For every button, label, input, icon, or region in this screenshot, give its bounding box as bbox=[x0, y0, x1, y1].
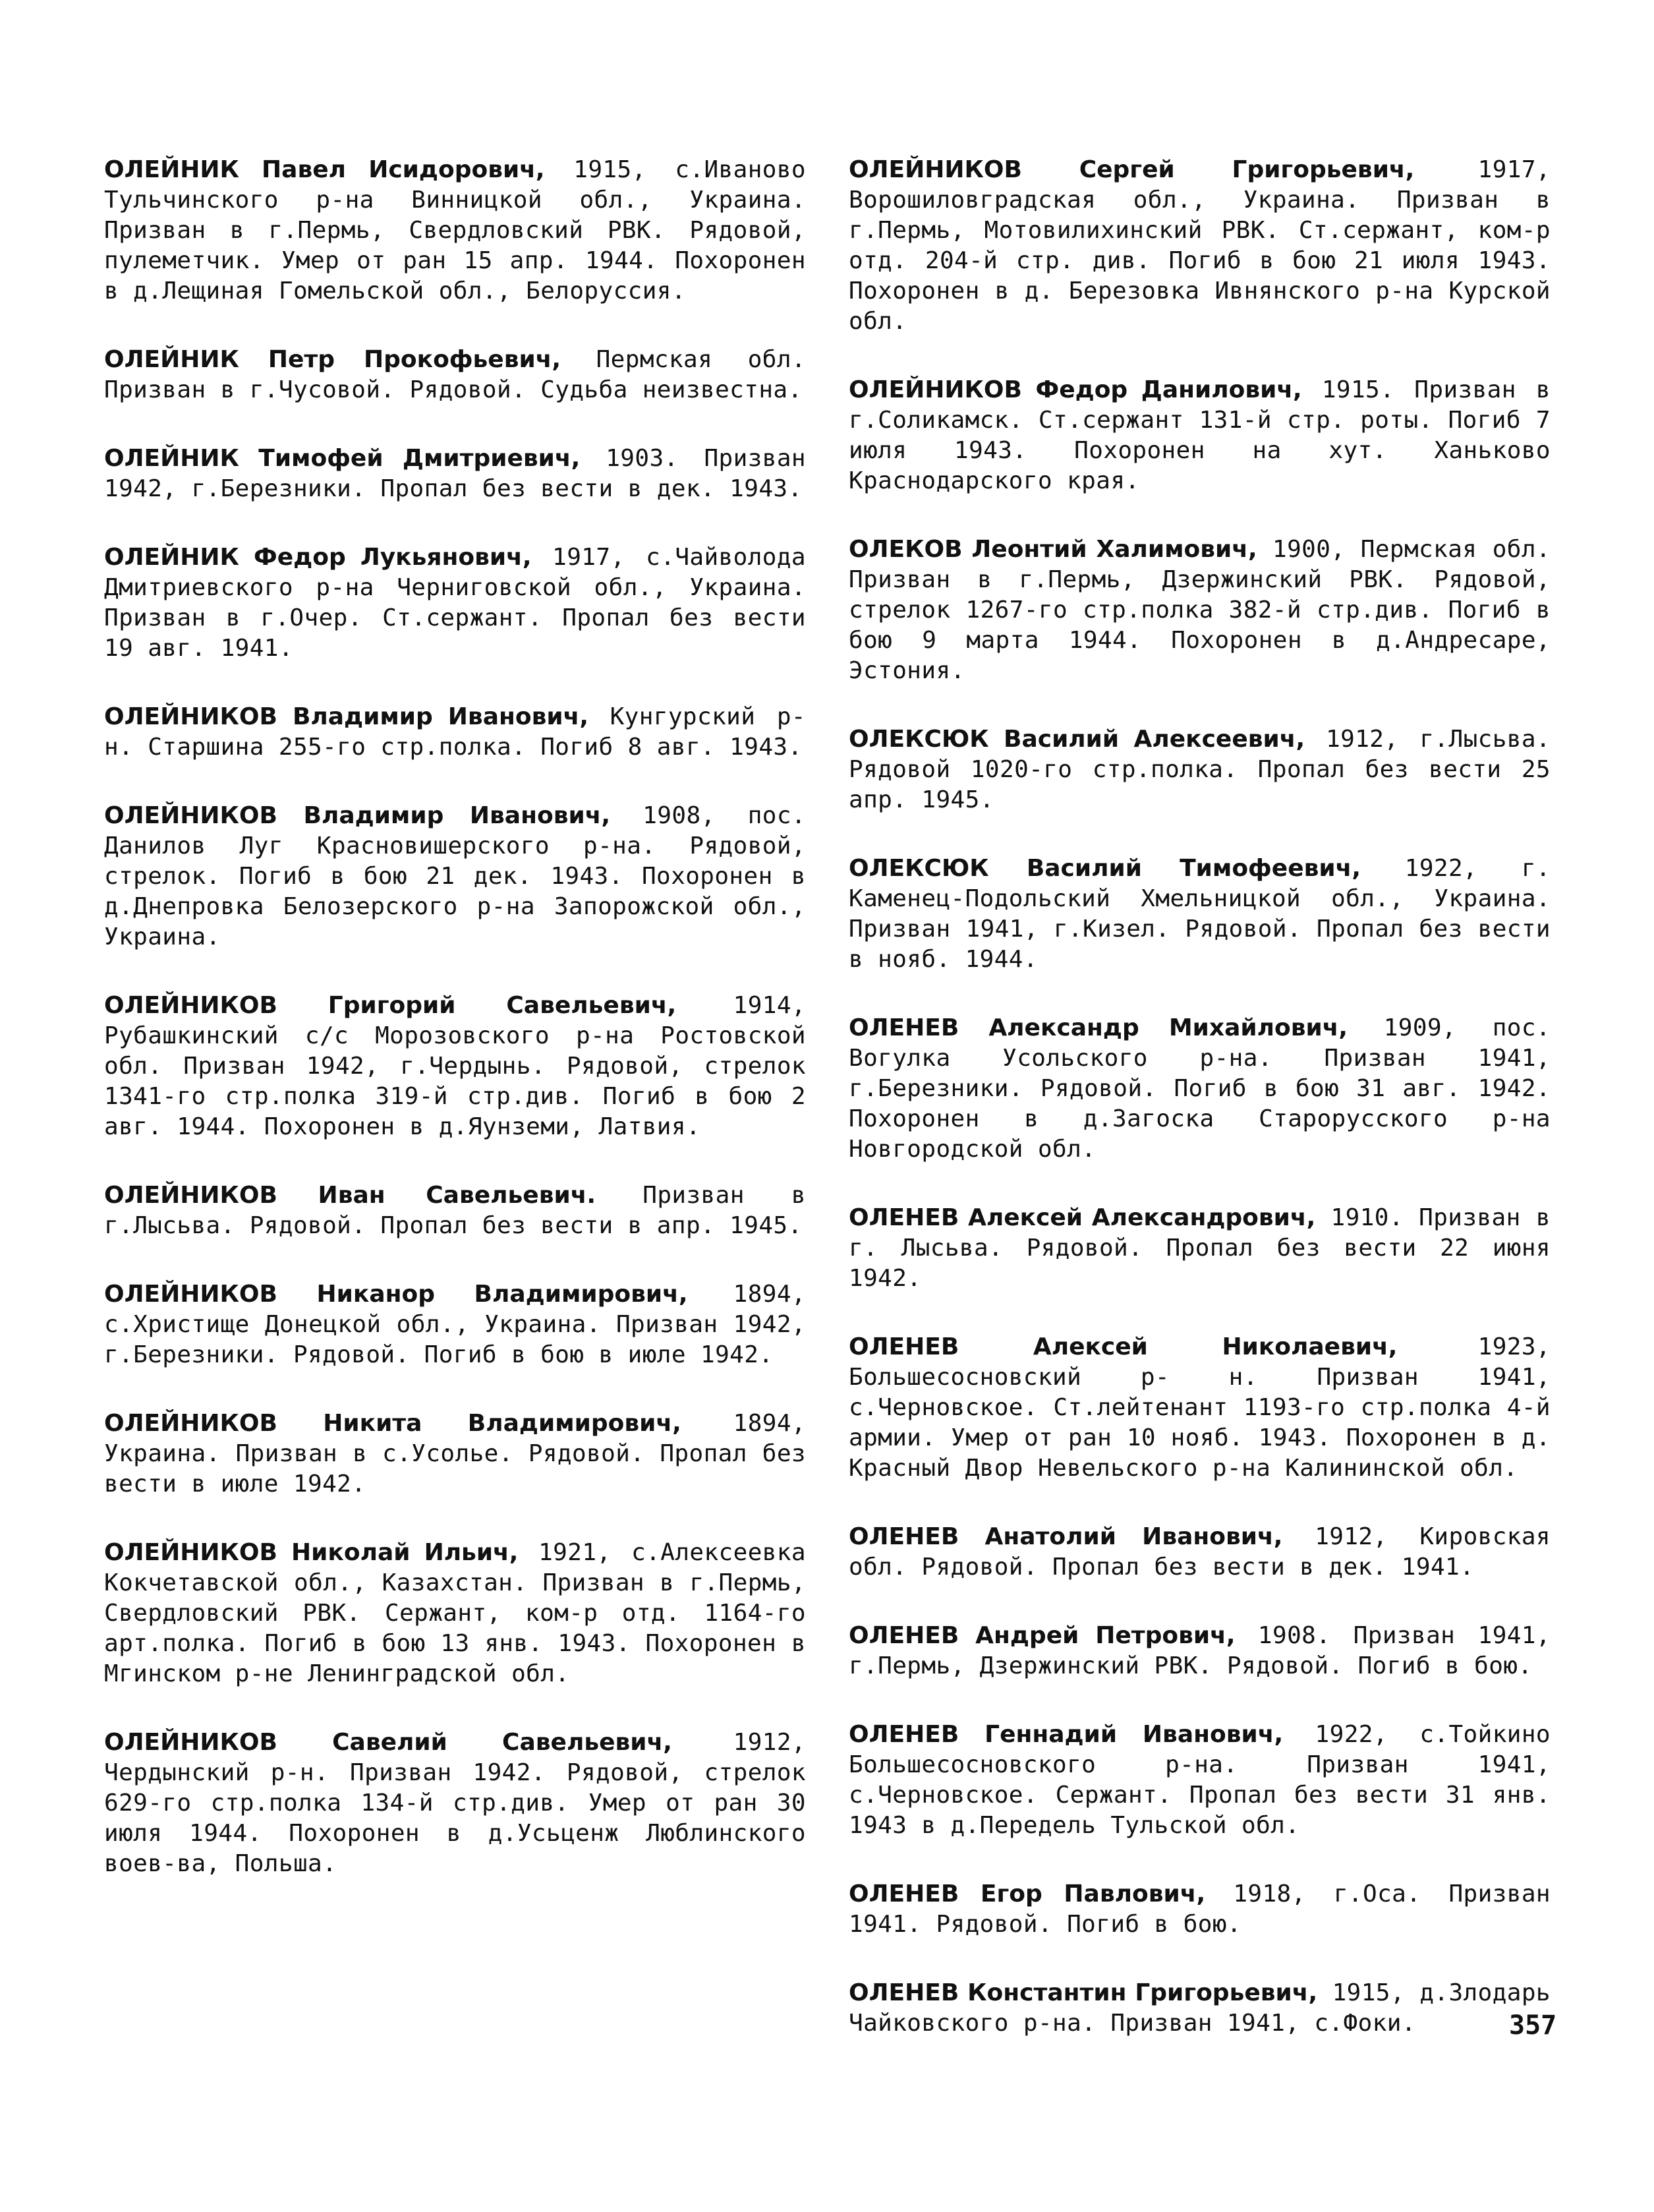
entry-text: 1915. Призван в г.Соликамск. Ст.сержант 131-й стр. роты. Погиб 7 июля 1943. Похоронен на хут. Ханьково Краснодарского края. bbox=[849, 376, 1551, 494]
entry-text: Пермская обл. Призван в г.Чусовой. Рядовой. Судьба неизвестна. bbox=[104, 346, 806, 403]
entry-text: 1921, с.Алексеевка Кокчетавской обл., Казахстан. Призван в г.Пермь, Свердловский РВК. Сержант, ком-р отд. 1164-го арт.полка. Погиб в бою 13 янв. 1943. Похоронен в Мгинском р-не Ленинградской обл. bbox=[104, 1539, 806, 1687]
entry bbox=[849, 1203, 1551, 1294]
entry-name: ОЛЕЙНИКОВ Никита Владимирович, bbox=[104, 1410, 681, 1437]
entry bbox=[849, 1879, 1551, 1940]
entry-name: ОЛЕНЕВ Андрей Петрович, bbox=[849, 1622, 1236, 1649]
entry-text: 1918, г.Оса. Призван 1941. Рядовой. Погиб в бою. bbox=[849, 1880, 1551, 1938]
entry bbox=[849, 1332, 1551, 1484]
entry-text: 1909, пос. Вогулка Усольского р-на. Призван 1941, г.Березники. Рядовой. Погиб в бою 31 авг. 1942. Похоронен в д.Загоска Старорусского р-на Новгородской обл. bbox=[849, 1014, 1551, 1163]
entry bbox=[849, 1013, 1551, 1165]
entry-name: ОЛЕКСЮК Василий Тимофеевич, bbox=[849, 855, 1361, 882]
entry bbox=[849, 1621, 1551, 1681]
entry bbox=[104, 444, 806, 504]
entry bbox=[104, 345, 806, 405]
entry bbox=[849, 1978, 1551, 2039]
entry-name: ОЛЕЙНИКОВ Иван Савельевич. bbox=[104, 1182, 596, 1209]
entry-name: ОЛЕЙНИКОВ Савелий Савельевич, bbox=[104, 1729, 672, 1756]
entry-name: ОЛЕКСЮК Василий Алексеевич, bbox=[849, 726, 1305, 753]
entry-name: ОЛЕЙНИКОВ Николай Ильич, bbox=[104, 1539, 519, 1566]
entry-name: ОЛЕНЕВ Геннадий Иванович, bbox=[849, 1721, 1284, 1748]
entry-name: ОЛЕЙНИКОВ Сергей Григорьевич, bbox=[849, 156, 1415, 183]
entry-text: 1922, с.Тойкино Большесосновского р-на. Призван 1941, с.Черновское. Сержант. Пропал без вести 31 янв. 1943 в д.Передель Тульской обл. bbox=[849, 1721, 1551, 1839]
entry bbox=[104, 1728, 806, 1879]
entry-name: ОЛЕЙНИКОВ Григорий Савельевич, bbox=[104, 992, 677, 1019]
entry-name: ОЛЕНЕВ Анатолий Иванович, bbox=[849, 1523, 1283, 1550]
page-number: 357 bbox=[1509, 2010, 1557, 2041]
entry-text: 1912, Чердынский р-н. Призван 1942. Рядовой, стрелок 629-го стр.полка 134-й стр.див. Умер от ран 30 июля 1944. Похоронен в д.Усьценж Люблинского воев-ва, Польша. bbox=[104, 1729, 806, 1877]
entry-name: ОЛЕЙНИК Петр Прокофьевич, bbox=[104, 346, 561, 373]
entry-name: ОЛЕЙНИКОВ Владимир Иванович, bbox=[104, 703, 588, 730]
entry-name: ОЛЕНЕВ Егор Павлович, bbox=[849, 1880, 1206, 1907]
entry-text: 1915, д.Злодарь Чайковского р-на. Призван 1941, с.Фоки. bbox=[849, 1979, 1551, 2037]
entry-text: 1908. Призван 1941, г.Пермь, Дзержинский РВК. Рядовой. Погиб в бою. bbox=[849, 1622, 1551, 1679]
entry-name: ОЛЕЙНИКОВ Федор Данилович, bbox=[849, 376, 1302, 403]
entry bbox=[104, 155, 806, 306]
entry bbox=[104, 1279, 806, 1370]
entry-text: 1915, с.Иваново Тульчинского р-на Винницкой обл., Украина. Призван в г.Пермь, Свердловский РВК. Рядовой, пулеметчик. Умер от ран 15 апр. 1944. Похоронен в д.Лещиная Гомельской обл., Белоруссия. bbox=[104, 156, 807, 305]
entry-text: 1923, Большесосновский р- н. Призван 1941, с.Черновское. Ст.лейтенант 1193-го стр.полка 4-й армии. Умер от ран 10 нояб. 1943. Похоронен в д. Красный Двор Невельского р-на Калининской обл. bbox=[849, 1333, 1551, 1482]
entry-text: 1914, Рубашкинский с/с Морозовского р-на Ростовской обл. Призван 1942, г.Чердынь. Рядовой, стрелок 1341-го стр.полка 319-й стр.див. Погиб в бою 2 авг. 1944. Похоронен в д.Яунземи, Латвия. bbox=[104, 992, 806, 1140]
entry bbox=[104, 991, 806, 1142]
entry bbox=[104, 1409, 806, 1499]
entry-text: 1908, пос. Данилов Луг Красновишерского р-на. Рядовой, стрелок. Погиб в бою 21 дек. 1943. Похоронен в д.Днепровка Белозерского р-на Запорожской обл., Украина. bbox=[104, 802, 806, 950]
entry-name: ОЛЕЙНИК Павел Исидорович, bbox=[104, 156, 545, 183]
entry-name: ОЛЕЙНИК Тимофей Дмитриевич, bbox=[104, 445, 581, 472]
entry-text: 1922, г. Каменец-Подольский Хмельницкой обл., Украина. Призван 1941, г.Кизел. Рядовой. Пропал без вести в нояб. 1944. bbox=[849, 855, 1551, 973]
entry bbox=[849, 724, 1551, 815]
entry bbox=[104, 1180, 806, 1241]
entry-text: 1903. Призван 1942, г.Березники. Пропал без вести в дек. 1943. bbox=[104, 445, 806, 502]
entry-text: 1894, Украина. Призван в с.Усолье. Рядовой. Пропал без вести в июле 1942. bbox=[104, 1410, 807, 1498]
entry-name: ОЛЕНЕВ Алексей Николаевич, bbox=[849, 1333, 1398, 1360]
entry-text: 1912, г.Лысьва. Рядовой 1020-го стр.полка. Пропал без вести 25 апр. 1945. bbox=[849, 726, 1551, 813]
entry bbox=[849, 1522, 1551, 1583]
entry bbox=[849, 155, 1551, 337]
entry bbox=[104, 1538, 806, 1689]
entry-name: ОЛЕЙНИКОВ Никанор Владимирович, bbox=[104, 1281, 688, 1308]
entry bbox=[104, 542, 806, 664]
entry-text: 1917, Ворошиловградская обл., Украина. Призван в г.Пермь, Мотовилихинский РВК. Ст.сержант, ком-р отд. 204-й стр. див. Погиб в бою 21 июля 1943. Похоронен в д. Березовка Ивнянского р-на Курской обл. bbox=[849, 156, 1551, 335]
entry-text: 1900, Пермская обл. Призван в г.Пермь, Дзержинский РВК. Рядовой, стрелок 1267-го стр.полка 382-й стр.див. Погиб в бою 9 марта 1944. Похоронен в д.Андресаре, Эстония. bbox=[849, 536, 1551, 684]
entry-name: ОЛЕЙНИК Федор Лукьянович, bbox=[104, 544, 532, 571]
entry-name: ОЛЕНЕВ Александр Михайлович, bbox=[849, 1014, 1348, 1041]
entry bbox=[104, 801, 806, 952]
entry-name: ОЛЕНЕВ Алексей Александрович, bbox=[849, 1204, 1316, 1231]
entry bbox=[849, 375, 1551, 496]
entry bbox=[849, 535, 1551, 686]
entry bbox=[849, 854, 1551, 975]
entry-text: 1917, с.Чайволода Дмитриевского р-на Черниговской обл., Украина. Призван в г.Очер. Ст.сержант. Пропал без вести 19 авг. 1941. bbox=[104, 544, 806, 662]
entry-text: 1910. Призван в г. Лысьва. Рядовой. Пропал без вести 22 июня 1942. bbox=[849, 1204, 1551, 1292]
entry-name: ОЛЕНЕВ Константин Григорьевич, bbox=[849, 1979, 1318, 2006]
right-column bbox=[849, 155, 1551, 2077]
left-column bbox=[104, 155, 806, 1917]
entry bbox=[849, 1720, 1551, 1841]
entry bbox=[104, 702, 806, 763]
entry-name: ОЛЕЙНИКОВ Владимир Иванович, bbox=[104, 802, 611, 829]
entry-text: 1912, Кировская обл. Рядовой. Пропал без вести в дек. 1941. bbox=[849, 1523, 1551, 1581]
entry-text: Кунгурский р-н. Старшина 255-го стр.полка. Погиб 8 авг. 1943. bbox=[104, 703, 806, 761]
entry-text: Призван в г.Лысьва. Рядовой. Пропал без вести в апр. 1945. bbox=[104, 1182, 807, 1239]
entry-name: ОЛЕКОВ Леонтий Халимович, bbox=[849, 536, 1257, 563]
entry-text: 1894, с.Христище Донецкой обл., Украина. Призван 1942, г.Березники. Рядовой. Погиб в бою в июле 1942. bbox=[104, 1281, 807, 1368]
